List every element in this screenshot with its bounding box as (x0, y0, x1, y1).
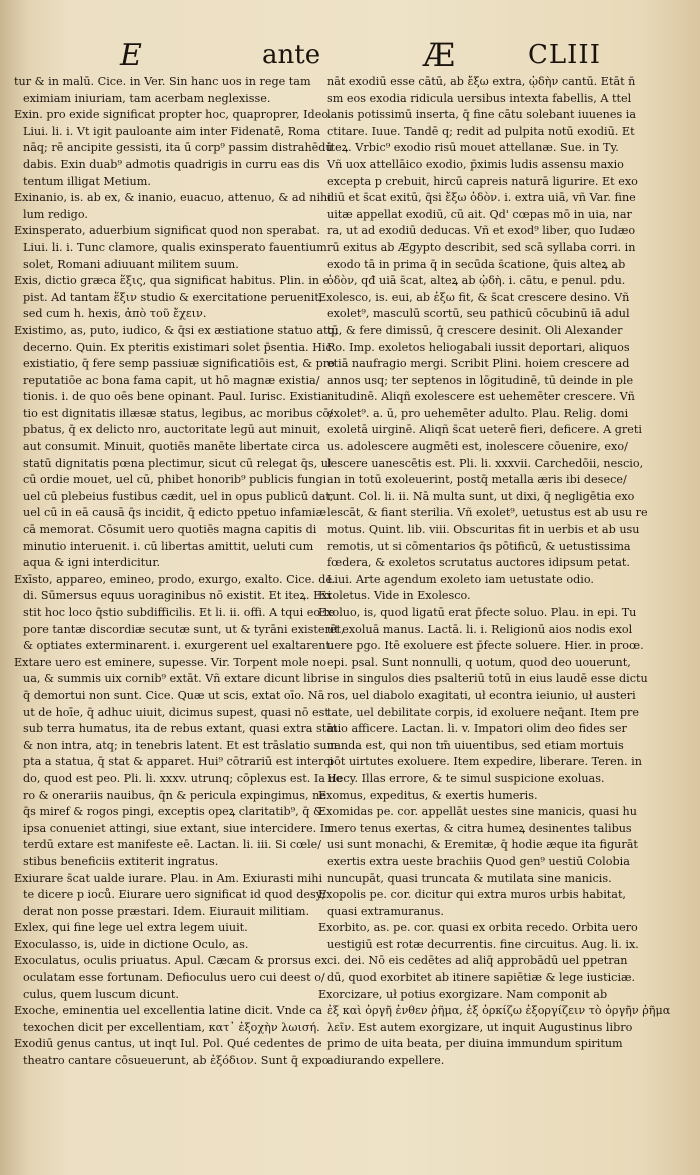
text-line: reputatiōe ac bona fama capit, ut hō magnæ existia/ (23, 373, 320, 387)
text-line: remotis, ut si cōmentarios q̄s pōtificū, & uetustissima (327, 539, 631, 553)
text-line: runt. Col. li. ii. Nā multa sunt, ut dixi, q̄ negligētia exo (327, 489, 635, 503)
text-line: Exīsto, appareo, emineo, prodo, exurgo, exalto. Cice. de (14, 572, 333, 586)
text-line: exodo tā in prima q̄ in secūda s̄catione, q̄uis alteꝝ ab (327, 257, 626, 271)
text-line: tionis. i. de quo oēs bene opinant. Paul. Iurisc. Existia (23, 390, 328, 404)
text-line: Hecy. Illas errore, & te simul suspicione exoluas. (327, 771, 605, 785)
text-line: ro & onerariis nauibus, q̄n & pericula expingimus, ne (23, 788, 326, 802)
text-line: exolet⁹, masculū scortū, seu pathicū cōcubinū iā adul (327, 307, 630, 321)
text-line: Exoletus. Vide in Exolesco. (318, 589, 471, 603)
text-line: derat non posse præstari. Idem. Eiurauit militiam. (23, 904, 310, 918)
left-column (14, 74, 345, 1070)
text-line: nāt exodiū esse cātū, ab ἔξω extra, ᾠδὴν cantū. Etāt n̄ (327, 75, 636, 88)
running-head-letter: E (120, 38, 142, 73)
text-line: existiatio, q̄ fere semp passiuæ significatiōis est, & pro (23, 357, 335, 371)
text-line: pta a statua, q̄ stat & apparet. Hui⁹ cōtrariū est interci (23, 755, 334, 769)
text-line: uanda est, qui non tm̄ uiuentibus, sed etiam mortuis (327, 738, 624, 752)
text-line: exertis extra ueste brachiis Quod gen⁹ uestiū Colobia (327, 854, 630, 868)
text-line: sed cum h. hexis, ἀπὸ τοῦ ἔχειν. (23, 307, 207, 321)
text-line: Exin. pro exide significat propter hoc, quaproprer, Ideo. (14, 108, 332, 122)
text-line: fœdera, & exoletos scrutatus auctores idipsum petat. (327, 556, 630, 570)
text-line: Exoculatus, oculis priuatus. Apul. Cæcam & prorsus ex (14, 954, 328, 968)
text-line: stit hoc loco q̄stio subdifficilis. Et li. ii. offi. A tqui eo te (23, 606, 335, 619)
running-head-ligature: Æ (423, 36, 456, 74)
text-line: Liui. li. i. Vt igit pauloante aim inter Fidenatē, Roma (23, 124, 321, 138)
text-line: dabis. Exin duab⁹ admotis quadrigis in curru eas dis (23, 157, 320, 171)
text-line: ra, ut ad exodiū deducas. Vñ et exod⁹ liber, quo Iudæo (327, 224, 636, 238)
text-line: ut exoluā manus. Lactā. li. i. Religionū aios nodis exol (327, 622, 633, 636)
text-line: terdū extare est manifeste eē. Lactan. li. iii. Si cœle/ (23, 838, 322, 852)
text-line: uel cū plebeius fustibus cædit, uel in opus publicū dat, (23, 489, 334, 503)
text-line: aut consumit. Minuit, quotiēs manēte libertate circa (23, 440, 320, 454)
text-line: pōt uirtutes exoluere. Item expedire, liberare. Teren. in (327, 755, 642, 769)
text-line: & non intra, atq; in tenebris latent. Et est trāslatio sum (23, 738, 338, 752)
right-column (318, 74, 671, 1070)
text-line: cū ordie mouet, uel cū, phibet honorib⁹ publicis fungi (23, 473, 327, 487)
text-line: Exoche, eminentia uel excellentia latine dicit. Vnde ca (14, 1004, 323, 1018)
text-line: nāq; rē ancipite gessisti, ita ū corp⁹ passim distrahēdū (23, 141, 333, 155)
text-line: di. Sūmersus equus uoraginibus nō existit. Et iteꝝ. Exi (23, 589, 332, 603)
text-line: us. adolescere augmēti est, inolescere cōuenire, exo/ (327, 440, 628, 454)
text-line: theatro cantare cōsueuerunt, ab ἐξόδιον. Sunt q̄ expo (23, 1054, 329, 1068)
text-line: Exoluo, is, quod ligatū erat p̄fecte soluo. Plau. in epi. Tu (318, 606, 637, 619)
page-header (0, 38, 700, 78)
text-line: Exlex, qui fine lege uel extra legem uiuit. (14, 921, 248, 935)
text-line: lanis potissimū inserta, q̄ fine cātu solebant iuuenes ia (327, 108, 637, 122)
text-line: sm eos exodia ridicula uersibus intexta fabellis, A ttel (327, 91, 632, 105)
text-line: Exorcizare, uł potius exorgizare. Nam componit ab (318, 987, 608, 1001)
text-line: λεῖν. Est autem exorgizare, ut inquit Augustinus libro (327, 1020, 633, 1034)
text-line: Existimo, as, puto, iudico, & q̄si ex æstiatione statuo atq; (14, 323, 339, 337)
text-line: tentum illigat Metium. (23, 174, 151, 188)
text-line: Exolesco, is. eui, ab ἐξω fit, & s̄cat crescere desino. Vñ (318, 290, 630, 304)
text-line: Exinsperato, aduerbium significat quod non sperabat. (14, 224, 320, 238)
text-line: ἐξ καὶ ὀργῆ ἐνθεν ῥῆμα, ἐξ ὁρκίζω ἐξοργίζειν τὸ ὀργῆν ῥῆμα (327, 1004, 671, 1018)
text-line: ipsa conueniet attingi, siue extant, siue intercidere. In (23, 821, 332, 835)
text-line: Exoculasso, is, uide in dictione Oculo, as. (14, 937, 249, 951)
text-line: texochen dicit per excellentiam, κατ᾽ ἐξοχὴν λωισή. (23, 1020, 320, 1034)
text-line: q̄s miref & rogos pingi, exceptis opeꝝ claritatib⁹, q̄ & (23, 805, 323, 819)
text-line: annos usq; ter septenos in lōgitudinē, tū deinde in ple (327, 373, 634, 387)
text-line: usi sunt monachi, & Eremitæ, q̄ hodie æque ita figurāt (327, 838, 638, 852)
text-line: ci. dei. Nō eis cedētes ad aliq̄ approbādū uel ppetran (327, 954, 628, 968)
text-line: Exis, dictio græca ἕξις, qua significat habitus. Plin. in e (14, 274, 330, 288)
text-line: Exorbito, as. pe. cor. quasi ex orbita recedo. Orbita uero (318, 921, 638, 935)
text-line: lum redigo. (23, 207, 88, 221)
text-line: tur & in malū. Cice. in Ver. Sin hanc uos in rege tam (14, 75, 311, 88)
text-line: oculatam esse fortunam. Defioculus uero cui deest o/ (23, 971, 325, 985)
text-line: mio afficere. Lactan. li. v. Impatori olim deo fides ser (327, 722, 627, 736)
text-line: Exodiū genus cantus, ut inqt Iul. Pol. Qué cedentes de (14, 1037, 322, 1051)
text-line: eximiam iniuriam, tam acerbam neglexisse. (23, 91, 271, 105)
text-line: ros, uel diabolo exagitati, uł econtra ieiunio, uł austeri (327, 688, 636, 702)
text-line: do, quod est peo. Pli. li. xxxv. utrunq; cōplexus est. Ia ue (23, 771, 343, 785)
text-line: nitudinē. Aliqñ exolescere est uehemēter crescere. Vñ (327, 390, 635, 404)
text-line: Exiurare s̄cat ualde iurare. Plau. in Am. Exiurasti mihi (14, 871, 323, 885)
text-line: ὁδὸν, qđ uiā s̄cat, alteꝝ ab ᾠδὴ. i. cātu, e penul. pdu. (327, 274, 626, 288)
running-head-word: ante (262, 40, 321, 70)
text-line: Vñ uox attellāico exodio, p̄ximis ludis assensu maxio (327, 157, 624, 171)
folio-number: CLIII (528, 40, 601, 70)
text-line: quasi extramuranus. (327, 904, 444, 918)
text-line: etiā naufragio mergi. Scribit Plini. hoiem crescere ad (327, 357, 630, 371)
text-line: excepta p crebuit, hircū capreis naturā ligurire. Et exo (327, 174, 638, 188)
text-line: mero tenus exertas, & citra humeꝝ desinentes talibus (327, 821, 632, 835)
text-line: uel cū in eā causā q̄s incidit, q̄ edicto ppetuo infamiæ (23, 506, 327, 520)
text-line: pbatus, q̄ ex delicto nro, auctoritate legū aut minuit, (23, 423, 321, 437)
text-line: statū dignitatis pœna plectimur, sicut cū relegat q̄s, uł (23, 456, 332, 470)
text-line: exolet⁹. a. ū, pro uehemēter adulto. Plau. Relig. domi (327, 406, 629, 420)
text-line: solet, Romani adiuuant militem suum. (23, 257, 239, 271)
text-line: rū exitus ab Ægypto describit, sed scā syllaba corri. in (327, 240, 636, 254)
text-line: Exinanio, is. ab ex, & inanio, euacuo, attenuo, & ad nihi (14, 191, 331, 205)
text-line: Liui. li. i. Tunc clamore, qualis exinsperato fauentium (23, 240, 327, 254)
text-line: Extare uero est eminere, supesse. Vir. Torpent mole no (14, 655, 327, 669)
text-line: cā memorat. Cōsumit uero quotiēs magna capitis di (23, 523, 317, 537)
text-line: nuncupāt, quasi truncata & mutilata sine manicis. (327, 871, 612, 885)
text-line: culus, quem luscum dicunt. (23, 987, 179, 1001)
text-line: epi. psal. Sunt nonnulli, q uotum, quod deo uouerunt, (327, 655, 631, 669)
text-line: tio est dignitatis illæsæ status, legibus, ac moribus cō/ (23, 406, 333, 420)
text-line: tate, uel debilitate corpis, id exoluere neq̄ant. Item pre (327, 705, 640, 719)
text-line: Exomus, expeditus, & exertis humeris. (318, 788, 538, 802)
text-line: decerno. Quin. Ex pteritis existimari solet p̄sentia. Hic (23, 340, 332, 354)
text-line: q̄ demortui non sunt. Cice. Quæ ut scis, extat oīo. Nā (23, 688, 325, 702)
text-line: diū et s̄cat exitū, q̄si ἔξω ὁδὸν. i. extra uiā, vñ Var. fine (327, 191, 636, 205)
text-line: exoletā uirginē. Aliqñ s̄cat ueterē fieri, deficere. A greti (327, 423, 642, 437)
text-line: lescāt, & fiant sterilia. Vñ exolet⁹, uetustus est ab usu re (327, 506, 648, 520)
text-line: ctitare. Iuue. Tandē q; redit ad pulpita notū exodiū. Et (327, 124, 635, 138)
text-line: te dicere p ioců. Eiurare uero significat id quod desy/ (23, 888, 326, 902)
text-line: lescere uanescētis est. Pli. li. xxxvii. Carchedōii, nescio, (327, 456, 644, 470)
text-line: uitæ appellat exodiū, cū ait. Qd' cœpas mō in uia, nar (327, 207, 632, 221)
text-line: tū, & fere dimissū, q̄ crescere desinit. Oli Alexander (327, 323, 623, 337)
text-line: aqua & igni interdicitur. (23, 556, 161, 570)
text-line: sub terra humatus, ita de rebus extant, quasi extra stāt (23, 722, 338, 736)
text-line: dū, quod exorbitet ab itinere sapiētiæ & lege iusticiæ. (327, 971, 636, 985)
text-line: stibus beneficiis extiterit ingratus. (23, 854, 219, 868)
text-line: ut de hoīe, q̄ adhuc uiuit, dicimus supest, quasi nō est (23, 705, 329, 719)
text-line: Exomidas pe. cor. appellāt uestes sine manicis, quasi hu (318, 805, 637, 819)
text-line: pore tantæ discordiæ secutæ sunt, ut & tyrāni existerēt, (23, 622, 345, 636)
text-line: motus. Quint. lib. viii. Obscuritas fit in uerbis et ab usu (327, 523, 640, 537)
text-line: Exopolis pe. cor. dicitur qui extra muros urbis habitat, (318, 888, 626, 902)
text-line: uere pgo. Itē exoluere est p̄fecte soluere. Hier. in proœ. (327, 639, 644, 653)
text-line: uestigiū est rotæ decurrentis. fine circuitus. Aug. li. ix. (327, 937, 639, 951)
text-line: Liui. Arte agendum exoleto iam uetustate odio. (327, 572, 594, 586)
text-line: se in singulos dies psalteriū totū in eius laudē esse dictu (327, 672, 648, 686)
text-line: iteꝝ. Vrbic⁹ exodio risū mouet attellanæ. Sue. in Ty. (327, 141, 619, 155)
text-line: Ro. Imp. exoletos heliogabali iussit deportari, aliquos (327, 340, 630, 354)
text-line: an in totū exoleuerint, postq̄ metalla æris ibi desece/ (327, 473, 627, 487)
text-line: minutio interuenit. i. cū libertas amittit, ueluti cum (23, 539, 314, 553)
text-line: primo de uita beata, per diuina immundum spiritum (327, 1037, 623, 1051)
text-line: ua, & summis uix cornib⁹ extāt. Vñ extare dicunt libri (23, 672, 327, 686)
text-line: adiurando expellere. (327, 1054, 445, 1068)
text-line: & optiates exterminarent. i. exurgerent uel exaltarent. (23, 639, 334, 653)
text-line: pist. Ad tantam ἕξιν studio & exercitatione peruenit, (23, 290, 323, 304)
